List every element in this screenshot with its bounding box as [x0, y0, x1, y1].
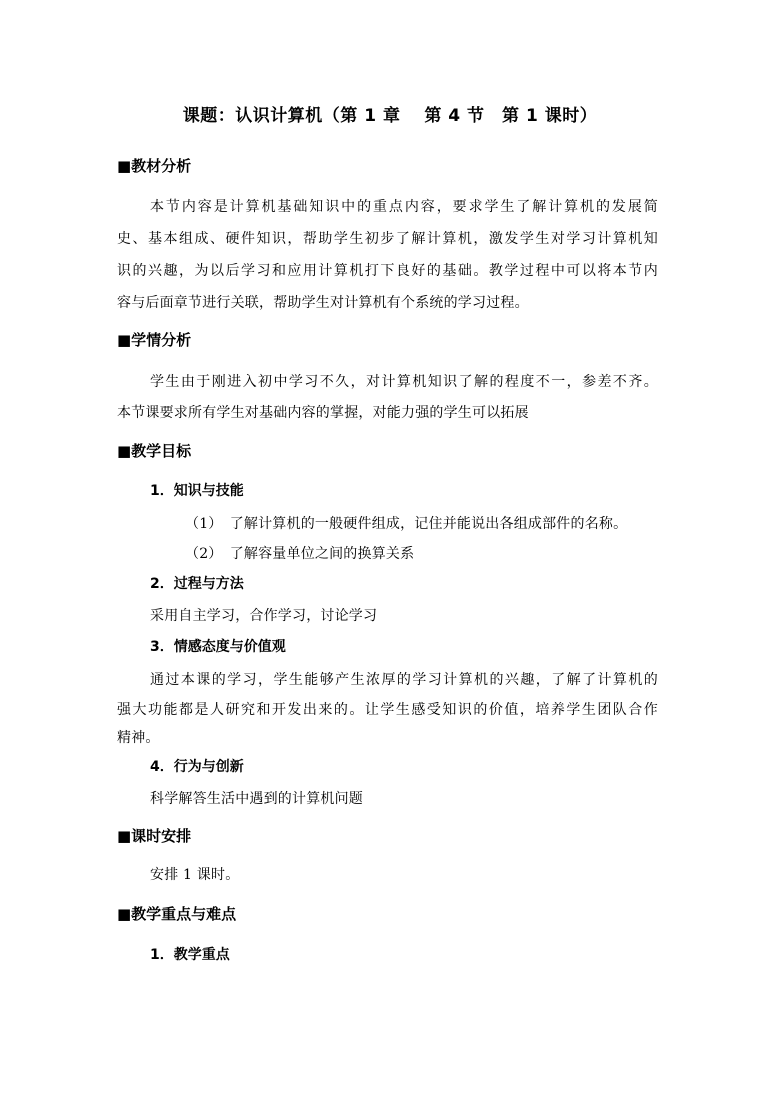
- goal-behavior-innovation-text: 科学解答生活中遇到的计算机问题: [150, 791, 363, 807]
- goal-process-method-text: 采用自主学习，合作学习，讨论学习: [150, 608, 378, 624]
- goal-process-method-heading: 2．过程与方法: [150, 576, 244, 592]
- goal-knowledge-skills-heading: 1．知识与技能: [150, 483, 244, 499]
- section-heading-schedule: ■课时安排: [117, 827, 192, 845]
- goal-knowledge-item: （2） 了解容量单位之间的换算关系: [185, 546, 415, 562]
- student-paragraph-line: 学生由于刚进入初中学习不久，对计算机知识了解的程度不一，参差不齐。: [150, 374, 658, 390]
- goal-emotion-values-heading: 3．情感态度与价值观: [150, 639, 286, 655]
- material-paragraph-line: 本节内容是计算机基础知识中的重点内容，要求学生了解计算机的发展简: [150, 199, 658, 215]
- goal-emotion-line: 通过本课的学习，学生能够产生浓厚的学习计算机的兴趣，了解了计算机的: [150, 672, 658, 688]
- section-heading-teaching-goals: ■教学目标: [117, 442, 192, 460]
- section-heading-student-analysis: ■学情分析: [117, 331, 192, 349]
- section-heading-material-analysis: ■教材分析: [117, 157, 192, 175]
- material-paragraph-line: 容与后面章节进行关联，帮助学生对计算机有个系统的学习过程。: [117, 295, 529, 311]
- section-heading-key-difficult-points: ■教学重点与难点: [117, 905, 237, 923]
- student-paragraph-line: 本节课要求所有学生对基础内容的掌握，对能力强的学生可以拓展: [117, 405, 529, 421]
- lesson-title: 课题：认识计算机（第 1 章 第 4 节 第 1 课时）: [182, 106, 598, 126]
- goal-behavior-innovation-heading: 4．行为与创新: [150, 759, 244, 775]
- schedule-text: 安排 1 课时。: [150, 867, 240, 883]
- goal-emotion-line: 强大功能都是人研究和开发出来的。让学生感受知识的价值，培养学生团队合作: [117, 702, 658, 718]
- goal-emotion-line: 精神。: [117, 730, 160, 746]
- material-paragraph-line: 识的兴趣，为以后学习和应用计算机打下良好的基础。教学过程中可以将本节内: [117, 263, 658, 279]
- goal-knowledge-item: （1） 了解计算机的一般硬件组成，记住并能说出各组成部件的名称。: [185, 516, 628, 532]
- key-points-heading: 1．教学重点: [150, 947, 230, 963]
- material-paragraph-line: 史、基本组成、硬件知识，帮助学生初步了解计算机，激发学生对学习计算机知: [117, 231, 658, 247]
